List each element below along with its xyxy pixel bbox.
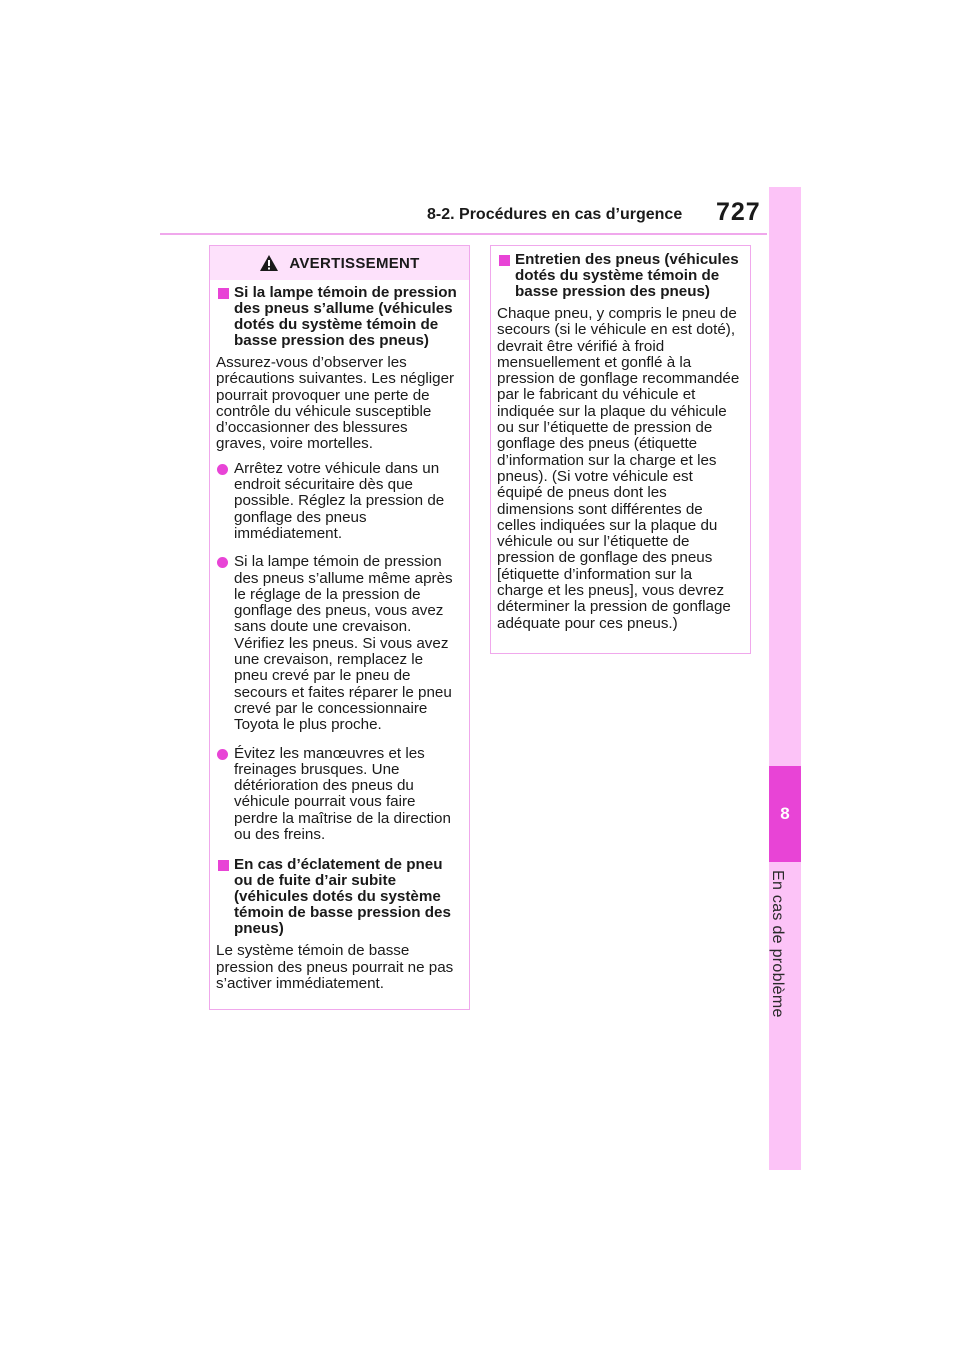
info-body xyxy=(491,246,750,632)
warning-section1-heading xyxy=(216,285,459,349)
warning-box xyxy=(209,245,470,1010)
chapter-number-badge: 8 xyxy=(769,766,801,862)
warning-section2-text: Le système témoin de basse pression des pneus pourrait ne pas s’activer immédiatement. xyxy=(216,942,454,992)
round-bullet-icon xyxy=(217,749,228,760)
square-bullet-icon xyxy=(218,288,229,299)
info-heading xyxy=(497,252,740,300)
warning-title: AVERTISSEMENT xyxy=(289,254,420,272)
warning-triangle-icon xyxy=(259,254,279,272)
list-item xyxy=(216,554,459,733)
list-item-text: Arrêtez votre véhicule dans un endroit sécuritaire dès que possible. Réglez la pression de gonflage des pneus immédiatement. xyxy=(234,459,445,542)
info-heading-text: Entretien des pneus (véhicules dotés du système témoin de basse pression des pneus) xyxy=(515,251,739,300)
list-item-text: Si la lampe témoin de pression des pneus s’allume même après le réglage de la pression de gonflage des pneus, vous avez sans doute une crevaison. Vérifiez les pneus. Si vous avez une crevaison, remplacez le pneu crevé par le pneu de secours et faites réparer le pneu crevé par le concessionnaire Toyota le plus proche. xyxy=(234,553,453,734)
warning-section1-intro: Assurez-vous d’observer les précautions suivantes. Les négliger pourrait provoquer une perte de contrôle du véhicule susceptible d’occasionner des blessures graves, voire mortelles. xyxy=(216,354,455,453)
warning-section2-heading xyxy=(216,857,459,937)
round-bullet-icon xyxy=(217,557,228,568)
warning-body xyxy=(210,285,469,992)
warning-header xyxy=(210,246,469,280)
list-item xyxy=(216,746,459,844)
warning-section2-heading-text: En cas d’éclatement de pneu ou de fuite d’air subite (véhicules dotés du système témoin de basse pression des pneus) xyxy=(234,856,451,938)
info-text: Chaque pneu, y compris le pneu de secours (si le véhicule en est doté), devrait être vérifié à froid mensuellement et gonflé à la pression de gonflage recommandée par le fabricant du véhicule et indiquée sur la plaque du véhicule ou sur l’étiquette de pression de gonflage des pneus (étiquette d’information sur la charge et les pneus). (Si votre véhicule est équipé de pneus dont les dimensions sont différentes de celles indiquées sur la plaque du véhicule ou sur l’étiquette de pression de gonflage des pneus [étiquette d’information sur la charge et les pneus], vous devrez déterminer la pression de gonflage adéquate pour ces pneus.) xyxy=(497,305,740,632)
list-item-text: Évitez les manœuvres et les freinages brusques. Une détérioration des pneus du véhicule pourrait vous faire perdre la maîtrise de la direction ou des freins. xyxy=(234,744,451,844)
chapter-label: En cas de problème xyxy=(769,870,786,1018)
warning-section1-heading-text: Si la lampe témoin de pression des pneus s’allume (véhicules dotés du système témoin de basse pression des pneus) xyxy=(234,284,457,349)
square-bullet-icon xyxy=(499,255,510,266)
section-title: 8-2. Procédures en cas d’urgence xyxy=(427,206,683,223)
round-bullet-icon xyxy=(217,464,228,475)
chapter-side-tab xyxy=(769,187,801,1170)
header-divider xyxy=(160,233,767,235)
list-item xyxy=(216,461,459,542)
page-number: 727 xyxy=(716,198,761,226)
info-box xyxy=(490,245,751,654)
square-bullet-icon xyxy=(218,860,229,871)
